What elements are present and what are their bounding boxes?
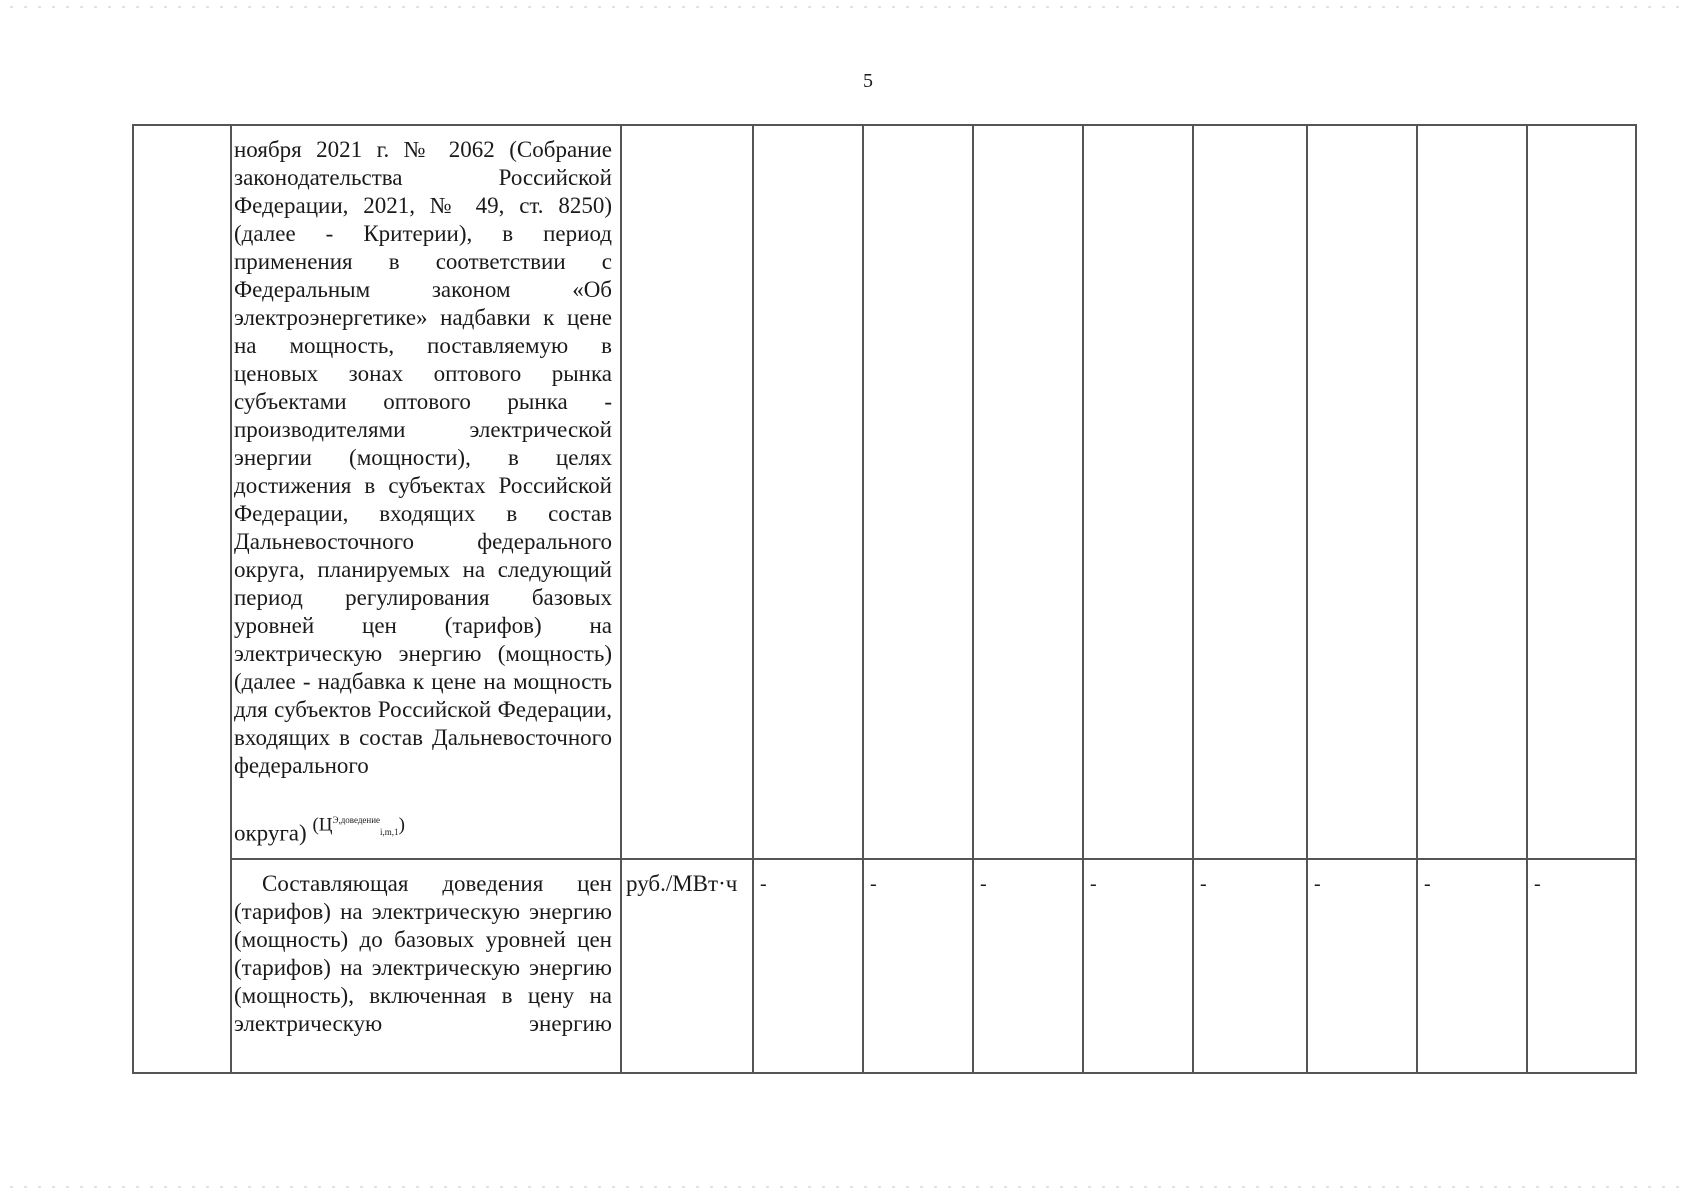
row1-description: [234, 136, 612, 780]
col-line-9: [1416, 126, 1418, 1072]
price-formula: $(Ц^{Э,доведение}_{i,m,1})$: [312, 814, 405, 838]
row2-value-7: -: [1424, 873, 1431, 895]
formula-superscript: Э,доведение: [332, 815, 381, 825]
col-line-2: [620, 126, 622, 1072]
formula-subscript: i,m,1: [380, 827, 399, 838]
top-scan-dots: [10, 6, 1687, 8]
row2-value-6: -: [1314, 873, 1321, 895]
row2-value-3: -: [980, 873, 987, 895]
formula-symbol: Ц: [318, 814, 333, 836]
bottom-scan-dots: [10, 1186, 1687, 1188]
row2-description-text: Составляющая доведения цен (тарифов) на электрическую энергию (мощность) до базовых уровней цен (тарифов) на электрическую энергию (мощность), включенная в цену на электрическую энергию: [234, 871, 612, 1036]
data-table: [132, 124, 1637, 1074]
col-line-4: [862, 126, 864, 1072]
col-line-5: [972, 126, 974, 1072]
row2-value-8: -: [1534, 873, 1541, 895]
row2-value-1: -: [760, 873, 767, 895]
row2-unit: руб./МВт·ч: [626, 871, 738, 896]
row-separator: [230, 858, 1635, 860]
col-line-1: [230, 126, 232, 1072]
col-line-6: [1082, 126, 1084, 1072]
row2-description: [234, 870, 612, 1038]
col-line-10: [1526, 126, 1528, 1072]
row1-description-text: ноября 2021 г. № 2062 (Собрание законодательства Российской Федерации, 2021, № 49, ст. 8250) (далее - Критерии), в период применения в соответствии с Федеральным законом «Об электроэнергетике» надбавки к цене на мощность, поставляемую в ценовых зонах оптового рынка субъектами оптового рынка - производителями электрической энергии (мощности), в целях достижения в субъектах Российской Федерации, входящих в состав Дальневосточного федерального округа, планируемых на следующий период регулирования базовых уровней цен (тарифов) на электрическую энергию (мощность) (далее - надбавка к цене на мощность для субъектов Российской Федерации, входящих в состав Дальневосточного федерального: [234, 137, 612, 778]
row2-value-5: -: [1200, 873, 1207, 895]
row2-value-2: -: [870, 873, 877, 895]
page-number: 5: [863, 70, 873, 92]
col-line-8: [1306, 126, 1308, 1072]
col-line-7: [1192, 126, 1194, 1072]
row1-description-end: [234, 816, 612, 856]
row2-value-4: -: [1090, 873, 1097, 895]
row1-description-end-text: округа): [234, 820, 307, 846]
col-line-3: [752, 126, 754, 1072]
